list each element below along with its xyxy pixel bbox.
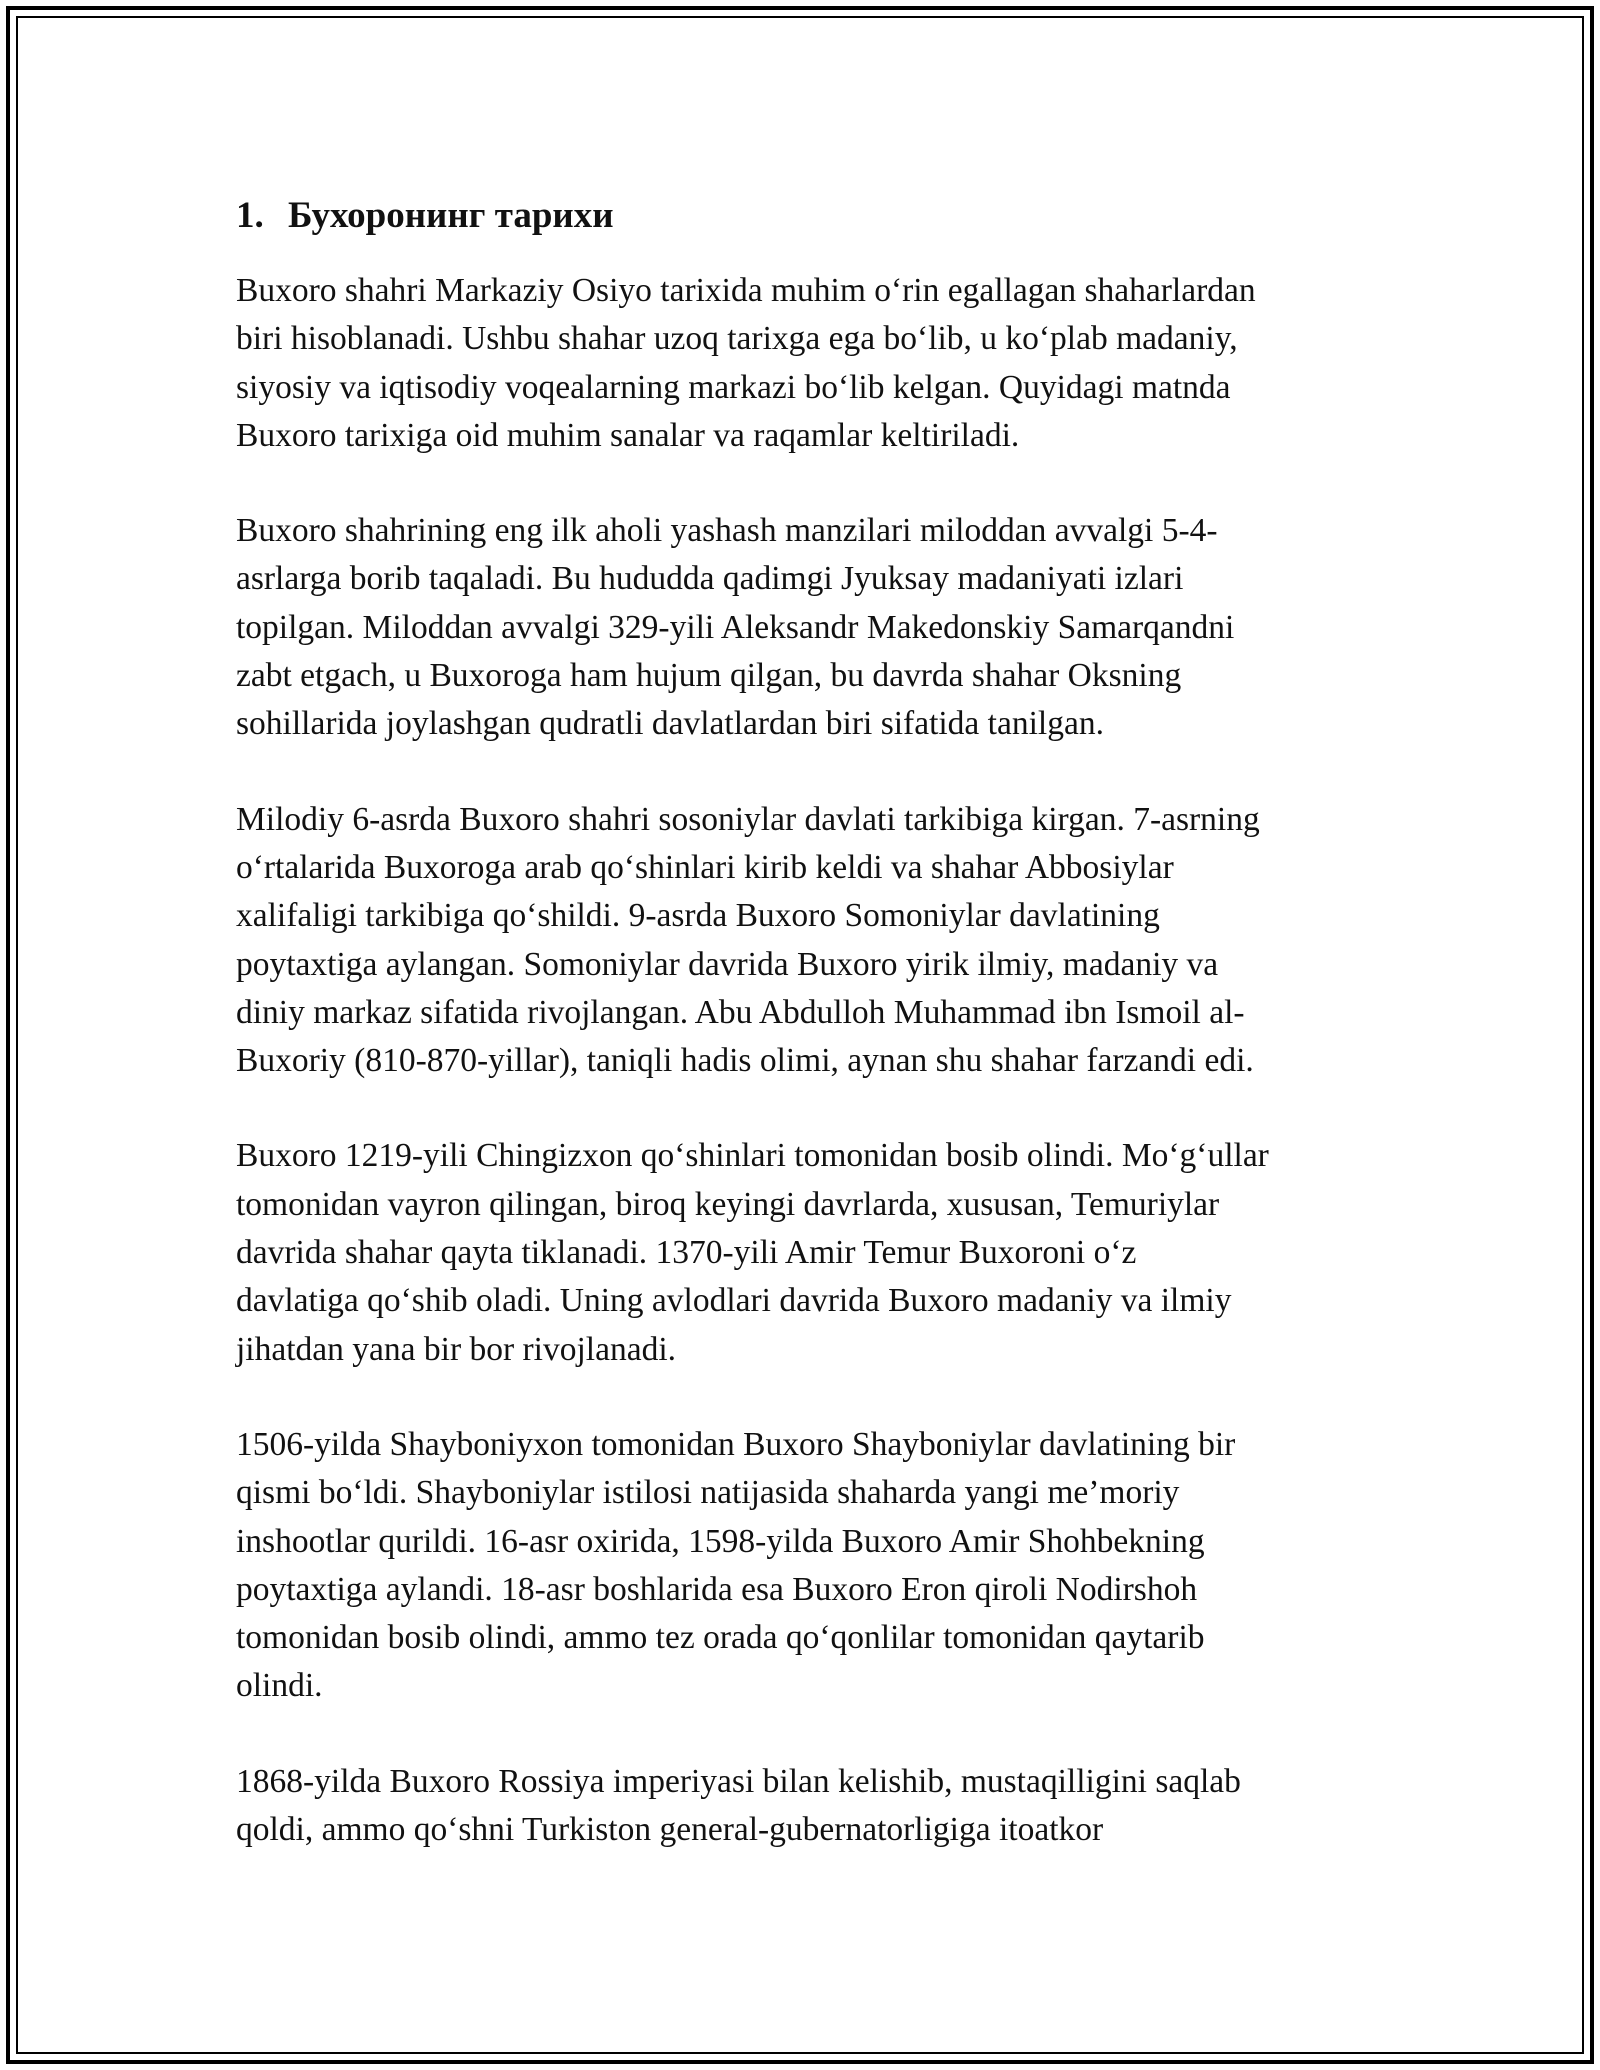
text-line: davrida shahar qayta tiklanadi. 1370-yili Amir Temur Buxoroni o‘z <box>236 1234 1137 1272</box>
paragraph-ancient-period <box>236 507 1376 748</box>
section-heading <box>236 188 1376 244</box>
text-line: Buxoro 1219-yili Chingizxon qo‘shinlari tomonidan bosib olindi. Mo‘g‘ullar <box>236 1137 1269 1175</box>
text-line: sohillarida joylashgan qudratli davlatlardan biri sifatida tanilgan. <box>236 705 1104 743</box>
text-line: Buxoriy (810-870-yillar), taniqli hadis olimi, aynan shu shahar farzandi edi. <box>236 1042 1254 1080</box>
section-title: Бухоронинг тарихи <box>288 195 614 236</box>
text-line: diniy markaz sifatida rivojlangan. Abu Abdulloh Muhammad ibn Ismoil al- <box>236 993 1245 1031</box>
paragraph-shaybanid <box>236 1421 1376 1711</box>
text-line: inshootlar qurildi. 16-asr oxirida, 1598-yilda Buxoro Amir Shohbekning <box>236 1522 1205 1560</box>
text-line: xalifaligi tarkibiga qo‘shildi. 9-asrda Buxoro Somoniylar davlatining <box>236 897 1160 935</box>
text-line: tomonidan bosib olindi, ammo tez orada qo‘qonlilar tomonidan qaytarib <box>236 1619 1205 1657</box>
text-line: olindi. <box>236 1667 323 1705</box>
paragraph-intro <box>236 267 1376 460</box>
text-line: asrlarga borib taqaladi. Bu hududda qadimgi Jyuksay madaniyati izlari <box>236 560 1184 598</box>
text-line: o‘rtalarida Buxoroga arab qo‘shinlari kirib keldi va shahar Abbosiylar <box>236 848 1174 886</box>
text-line: davlatiga qo‘shib oladi. Uning avlodlari davrida Buxoro madaniy va ilmiy <box>236 1282 1232 1320</box>
paragraph-russian-period <box>236 1758 1376 1855</box>
text-line: 1868-yilda Buxoro Rossiya imperiyasi bilan kelishib, mustaqilligini saqlab <box>236 1762 1241 1800</box>
text-line: Buxoro tarixiga oid muhim sanalar va raqamlar keltiriladi. <box>236 416 1020 454</box>
text-line: qoldi, ammo qo‘shni Turkiston general-gubernatorligiga itoatkor <box>236 1811 1104 1849</box>
text-line: jihatdan yana bir bor rivojlanadi. <box>236 1330 677 1368</box>
text-line: Buxoro shahri Markaziy Osiyo tarixida muhim o‘rin egallagan shaharlardan <box>236 272 1256 309</box>
text-line: 1506-yilda Shayboniyxon tomonidan Buxoro Shayboniylar davlatining bir <box>236 1425 1236 1463</box>
text-line: biri hisoblanadi. Ushbu shahar uzoq tarixga ega bo‘lib, u ko‘plab madaniy, <box>236 320 1238 358</box>
text-line: topilgan. Miloddan avvalgi 329-yili Aleksandr Makedonskiy Samarqandni <box>236 608 1235 646</box>
document-body <box>236 188 1376 1901</box>
text-line: tomonidan vayron qilingan, biroq keyingi davrlarda, xususan, Temuriylar <box>236 1185 1220 1223</box>
text-line: Milodiy 6-asrda Buxoro shahri sosoniylar davlati tarkibiga kirgan. 7-asrning <box>236 800 1260 838</box>
text-line: Buxoro shahrining eng ilk aholi yashash manzilari miloddan avvalgi 5-4- <box>236 512 1218 550</box>
text-line: poytaxtiga aylangan. Somoniylar davrida Buxoro yirik ilmiy, madaniy va <box>236 945 1219 983</box>
text-line: siyosiy va iqtisodiy voqealarning markazi bo‘lib kelgan. Quyidagi matnda <box>236 368 1231 406</box>
text-line: zabt etgach, u Buxoroga ham hujum qilgan, bu davrda shahar Oksning <box>236 657 1182 695</box>
text-line: qismi bo‘ldi. Shayboniylar istilosi natijasida shaharda yangi me’moriy <box>236 1474 1180 1512</box>
section-number: 1. <box>236 195 264 236</box>
text-line: poytaxtiga aylandi. 18-asr boshlarida esa Buxoro Eron qiroli Nodirshoh <box>236 1570 1198 1608</box>
paragraph-mongol-timurid <box>236 1132 1376 1373</box>
paragraph-early-medieval <box>236 796 1376 1086</box>
